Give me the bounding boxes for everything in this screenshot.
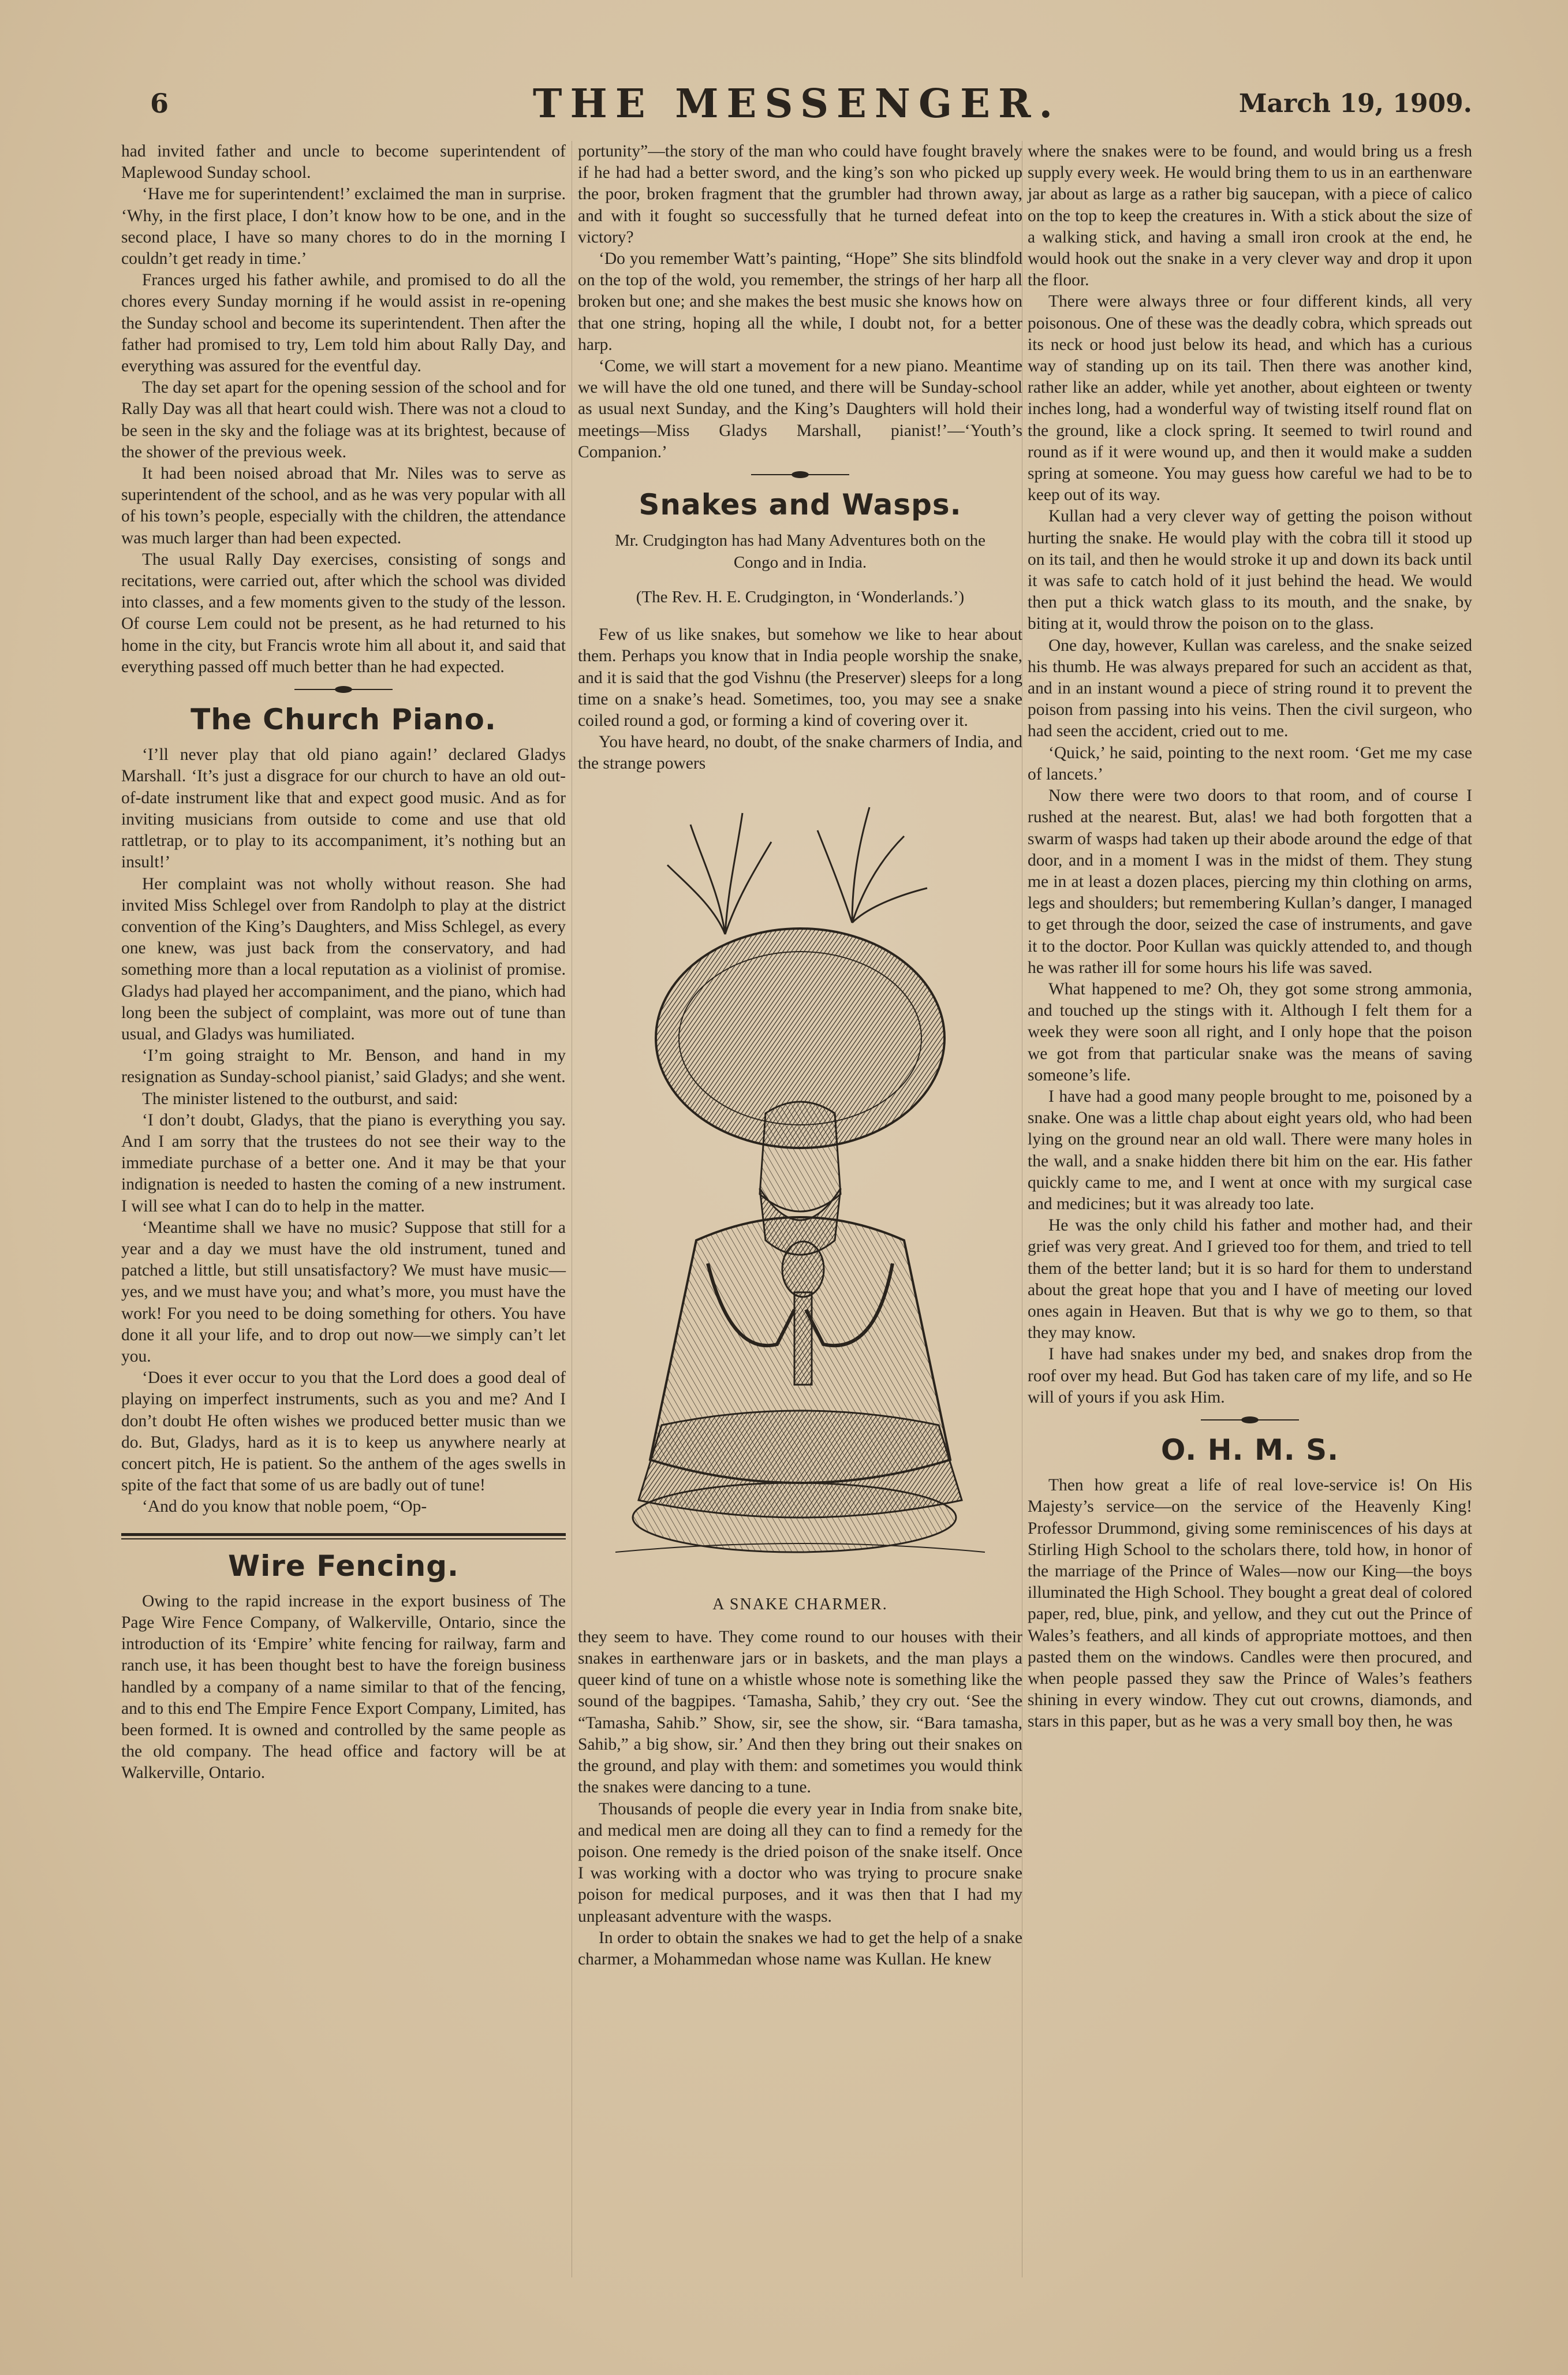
paragraph: ‘I’m going straight to Mr. Benson, and hand in my resignation as Sunday-school pianist,’ said Gladys; and she went. [121,1046,566,1087]
paragraph: Owing to the rapid increase in the export business of The Page Wire Fence Company, of Walkerville, Ontario, since the introduction of its ‘Empire’ white fencing for railway, farm and ranch use, it has been thought best to have the foreign business handled by a company of a name similar to that of the fencing, and to this end The Empire Fence Export Company, Limited, has been formed. It is owned and controlled by the same people as the old company. The head office and factory will be at Walkerville, Ontario. [121,1591,566,1783]
paragraph: One day, however, Kullan was careless, and the snake seized his thumb. He was always prepared for such an accident as that, and in an instant wound a piece of string round it to prevent the poison from passing into his veins. Then the civil surgeon, who had seen the accident, cried out to me. [1028,636,1472,741]
paragraph: There were always three or four different kinds, all very poisonous. One of these was the deadly cobra, which spreads out its neck or hood just below its head, and which has a curious way of standing up on its tail. Then there was another kind, rather like an adder, while yet another, about eighteen or twenty inches long, had a wonderful way of twisting itself round flat on the ground, like a clock spring. It seemed to twirl round and round as if it were wound up, and then it would make a sudden spring at someone. You may guess how careful we had to be to keep out of its way. [1028,292,1472,505]
paragraph: The minister listened to the outburst, and said: [142,1089,458,1108]
headline-church-piano: The Church Piano. [191,703,496,737]
issue-date: March 19, 1909. [1238,89,1472,118]
paragraph: had invited father and uncle to become superintendent of Maplewood Sunday school. [121,142,566,182]
page-number: 6 [150,88,169,119]
column-2 [578,141,1022,1970]
section-rule [121,1533,566,1539]
paragraph: ‘Meantime shall we have no music? Suppose that still for a year and a day we must have the old instrument, tuned and patched a little, but still unsatisfactory? We must have music—yes, and we must have you; and what’s more, you must have the work! For you need to be doing something for others. You have done it all your life, and to drop out now—we simply can’t let you. [121,1218,566,1366]
section-ornament [1201,1416,1299,1423]
paragraph: Then how great a life of real love-service is! On His Majesty’s service—on the service of the Heavenly King! Professor Drummond, giving some reminiscences of his days at Stirling High School to the scholars there, told how, in honor of the marriage of the Prince of Wales—now our King—the boys illuminated the High School. They bought a great deal of colored paper, red, blue, pink, and yellow, and they cut out the Prince of Wales’s feathers, and all kinds of appropriate mottoes, and then pasted them on the windows. Candles were then procured, and when people passed they saw the Prince of Wales’s feathers shining in every window. They cut out crowns, diamonds, and stars in this paper, but as he was a very small boy then, he was [1028,1476,1472,1731]
paragraph: The day set apart for the opening session of the school and for Rally Day was all that heart could wish. There was not a cloud to be seen in the sky and the foliage was at its brightest, because of the shower of the previous week. [121,378,566,461]
paragraph: ‘I don’t doubt, Gladys, that the piano is everything you say. And I am sorry that the trustees do not see their way to the immediate purchase of a better one. And it may be that your indignation is needed to hasten the coming of a new instrument. I will see what I can do to help in the matter. [121,1110,566,1216]
headline-ohms: O. H. M. S. [1160,1433,1339,1467]
paragraph: Kullan had a very clever way of getting the poison without hurting the snake. He would play with the cobra till it stood up on its tail, and then he would stroke it up and down its back until it was safe to catch hold of it just behind the head. We would then put a thick watch glass to its mouth, and the snake, by biting at it, would throw the poison on to the glass. [1028,507,1472,633]
paragraph: ‘Do you remember Watt’s painting, “Hope” She sits blindfold on the top of the wold, you remember, the strings of her harp all broken but one; and she makes the best music she knows how on that one string, hoping all the while, I doubt not, for a better harp. [578,249,1022,354]
masthead [121,81,1472,139]
paragraph: Few of us like snakes, but somehow we like to hear about them. Perhaps you know that in India people worship the snake, and it is said that the god Vishnu (the Preserver) sleeps for a long time on a snake’s head. Sometimes, too, you may see a snake coiled round a god, or forming a kind of covering over it. [578,625,1022,730]
paragraph: Her complaint was not wholly without reason. She had invited Miss Schlegel over from Randolph to play at the district convention of the King’s Daughters, and Miss Schlegel, as every one knew, was just back from the conservatory, and had something more than a local reputation as a violinist of promise. Gladys had played her accompaniment, and the piano, which had long been the subject of complaint, was more out of tune than usual, and Gladys was humiliated. [121,874,566,1043]
paragraph: Frances urged his father awhile, and promised to do all the chores every Sunday morning if he would assist in re-opening the Sunday school and become its superintendent. Then after the father had promised to try, Lem told him about Rally Day, and everything was assured for the eventful day. [121,271,566,376]
paragraph: ‘Have me for superintendent!’ exclaimed the man in surprise. ‘Why, in the first place, I don’t know how to be one, and in the second place, I have so many chores to do in the morning I couldn’t get ready in time.’ [121,185,566,269]
paragraph: ‘I’ll never play that old piano again!’ declared Gladys Marshall. ‘It’s just a disgrace for our church to have an old out-of-date instrument like that and expect good music. And as for inviting musicians from outside to come and use that old rattletrap, or to play to its accompaniment, it’s nothing but an insult!’ [121,745,566,872]
section-ornament [294,686,393,693]
paragraph: He was the only child his father and mother had, and their grief was very great. And I grieved too for them, and tried to tell them of the better land; but it is so hard for them to understand about the great hope that you and I have of meeting our loved ones again in Heaven. But that is why we go to them, so that they may know. [1028,1216,1472,1343]
paragraph: ‘And do you know that noble poem, “Op- [142,1497,427,1516]
paragraph: they seem to have. They come round to our houses with their snakes in earthenware jars or in baskets, and the man plays a queer kind of tune on a whistle whose note is something like the sound of the bagpipes. ‘Tamasha, Sahib,’ they cry out. ‘See the “Tamasha, Sahib.” Show, sir, see the show, sir. “Bara tamasha, Sahib,” a big show, sir.’ And then they bring out their snakes on the ground, and play with them: and sometimes you would think the snakes were dancing to a tune. [578,1627,1022,1797]
illustration-caption: A SNAKE CHARMER. [712,1595,888,1613]
paragraph: It had been noised abroad that Mr. Niles was to serve as superintendent of the school, and as he was very popular with all of his town’s people, especially with the children, the attendance was much larger than had been expected. [121,464,566,547]
paragraph: ‘Does it ever occur to you that the Lord does a good deal of playing on imperfect instruments, such as you and me? And I don’t doubt He often wishes we produced better music than we do. But, Gladys, hard as it is to keep us anywhere nearly at concert pitch, He is patient. So the anthem of the ages swells in spite of the fact that some of us are badly out of tune! [121,1369,566,1495]
paragraph: Thousands of people die every year in India from snake bite, and medical men are doing all they can to find a remedy for the poison. One remedy is the dried poison of the snake itself. Once I was working with a doctor who was trying to procure snake poison for medical purposes, and it was then that I had my unpleasant adventure with the wasps. [578,1799,1022,1926]
headline-wire-fencing: Wire Fencing. [227,1549,460,1583]
article-deck: Mr. Crudgington has had Many Adventures both on the Congo and in India. [615,531,985,572]
paragraph: portunity”—the story of the man who could have fought bravely if he had had a better sword, and the king’s son who picked up the poor, broken fragment that the grumbler had thrown away, and with it fought so successfully that he turned defeat into victory? [578,142,1022,247]
paragraph: I have had snakes under my bed, and snakes drop from the roof over my head. But God has taken care of my life, and so He will of yours if you ask Him. [1028,1345,1472,1407]
paragraph: ‘Quick,’ he said, pointing to the next room. ‘Get me my case of lancets.’ [1028,743,1472,784]
section-ornament [751,471,849,478]
snake-charmer-engraving [604,790,996,1587]
paragraph: I have had a good many people brought to me, poisoned by a snake. One was a little chap about eight years old, who had been lying on the ground near an old wall. There were many holes in the wall, and a snake hidden there bit him on the ear. His father quickly came to me, and I went at once with my surgical case and medicines; but it was already too late. [1028,1087,1472,1213]
headline-snakes-and-wasps: Snakes and Wasps. [639,488,962,522]
column-3 [1028,141,1472,1733]
column-1 [121,141,566,1784]
paragraph: In order to obtain the snakes we had to get the help of a snake charmer, a Mohammedan whose name was Kullan. He knew [578,1928,1022,1968]
snake-charmer-illustration [604,790,996,1587]
paragraph: What happened to me? Oh, they got some strong ammonia, and touched up the stings with it. Although I felt them for a week they were soon all right, and I only hope that the poison we got from that particular snake was the means of saving someone’s life. [1028,979,1472,1084]
paragraph: Now there were two doors to that room, and of course I rushed at the nearest. But, alas! we had both forgotten that a swarm of wasps had taken up their abode around the edge of that door, and in a moment I was in the midst of them. They stung me in at least a dozen places, piercing my thin clothing on arms, legs and shoulders; but remembering Kullan’s danger, I managed to get through the door, seized the case of instruments, and gave it to the doctor. Poor Kullan was quickly attended to, and though he was rather ill for some hours his life was saved. [1028,786,1472,977]
article-credit: (The Rev. H. E. Crudgington, in ‘Wonderlands.’) [636,588,965,607]
paper-title: THE MESSENGER. [532,81,1061,127]
paragraph: The usual Rally Day exercises, consisting of songs and recitations, were carried out, after which the school was divided into classes, and a few moments given to the study of the lesson. Of course Lem could not be present, as he had returned to his home in the city, but Francis wrote him all about it, and said that everything passed off much better than he had expected. [121,550,566,676]
paragraph: ‘Come, we will start a movement for a new piano. Meantime we will have the old one tuned, and there will be Sunday-school as usual next Sunday, and the King’s Daughters will hold their meetings—Miss Gladys Marshall, pianist!’—‘Youth’s Companion.’ [578,357,1022,461]
paragraph: You have heard, no doubt, of the snake charmers of India, and the strange powers [578,733,1022,773]
paragraph: where the snakes were to be found, and would bring us a fresh supply every week. He would bring them to us in an earthenware jar about as large as a rather big saucepan, with a piece of calico on the top to keep the creatures in. With a stick about the size of a walking stick, and having a small iron crook at the end, he would hook out the snake in a very clever way and drop it upon the floor. [1028,142,1472,290]
